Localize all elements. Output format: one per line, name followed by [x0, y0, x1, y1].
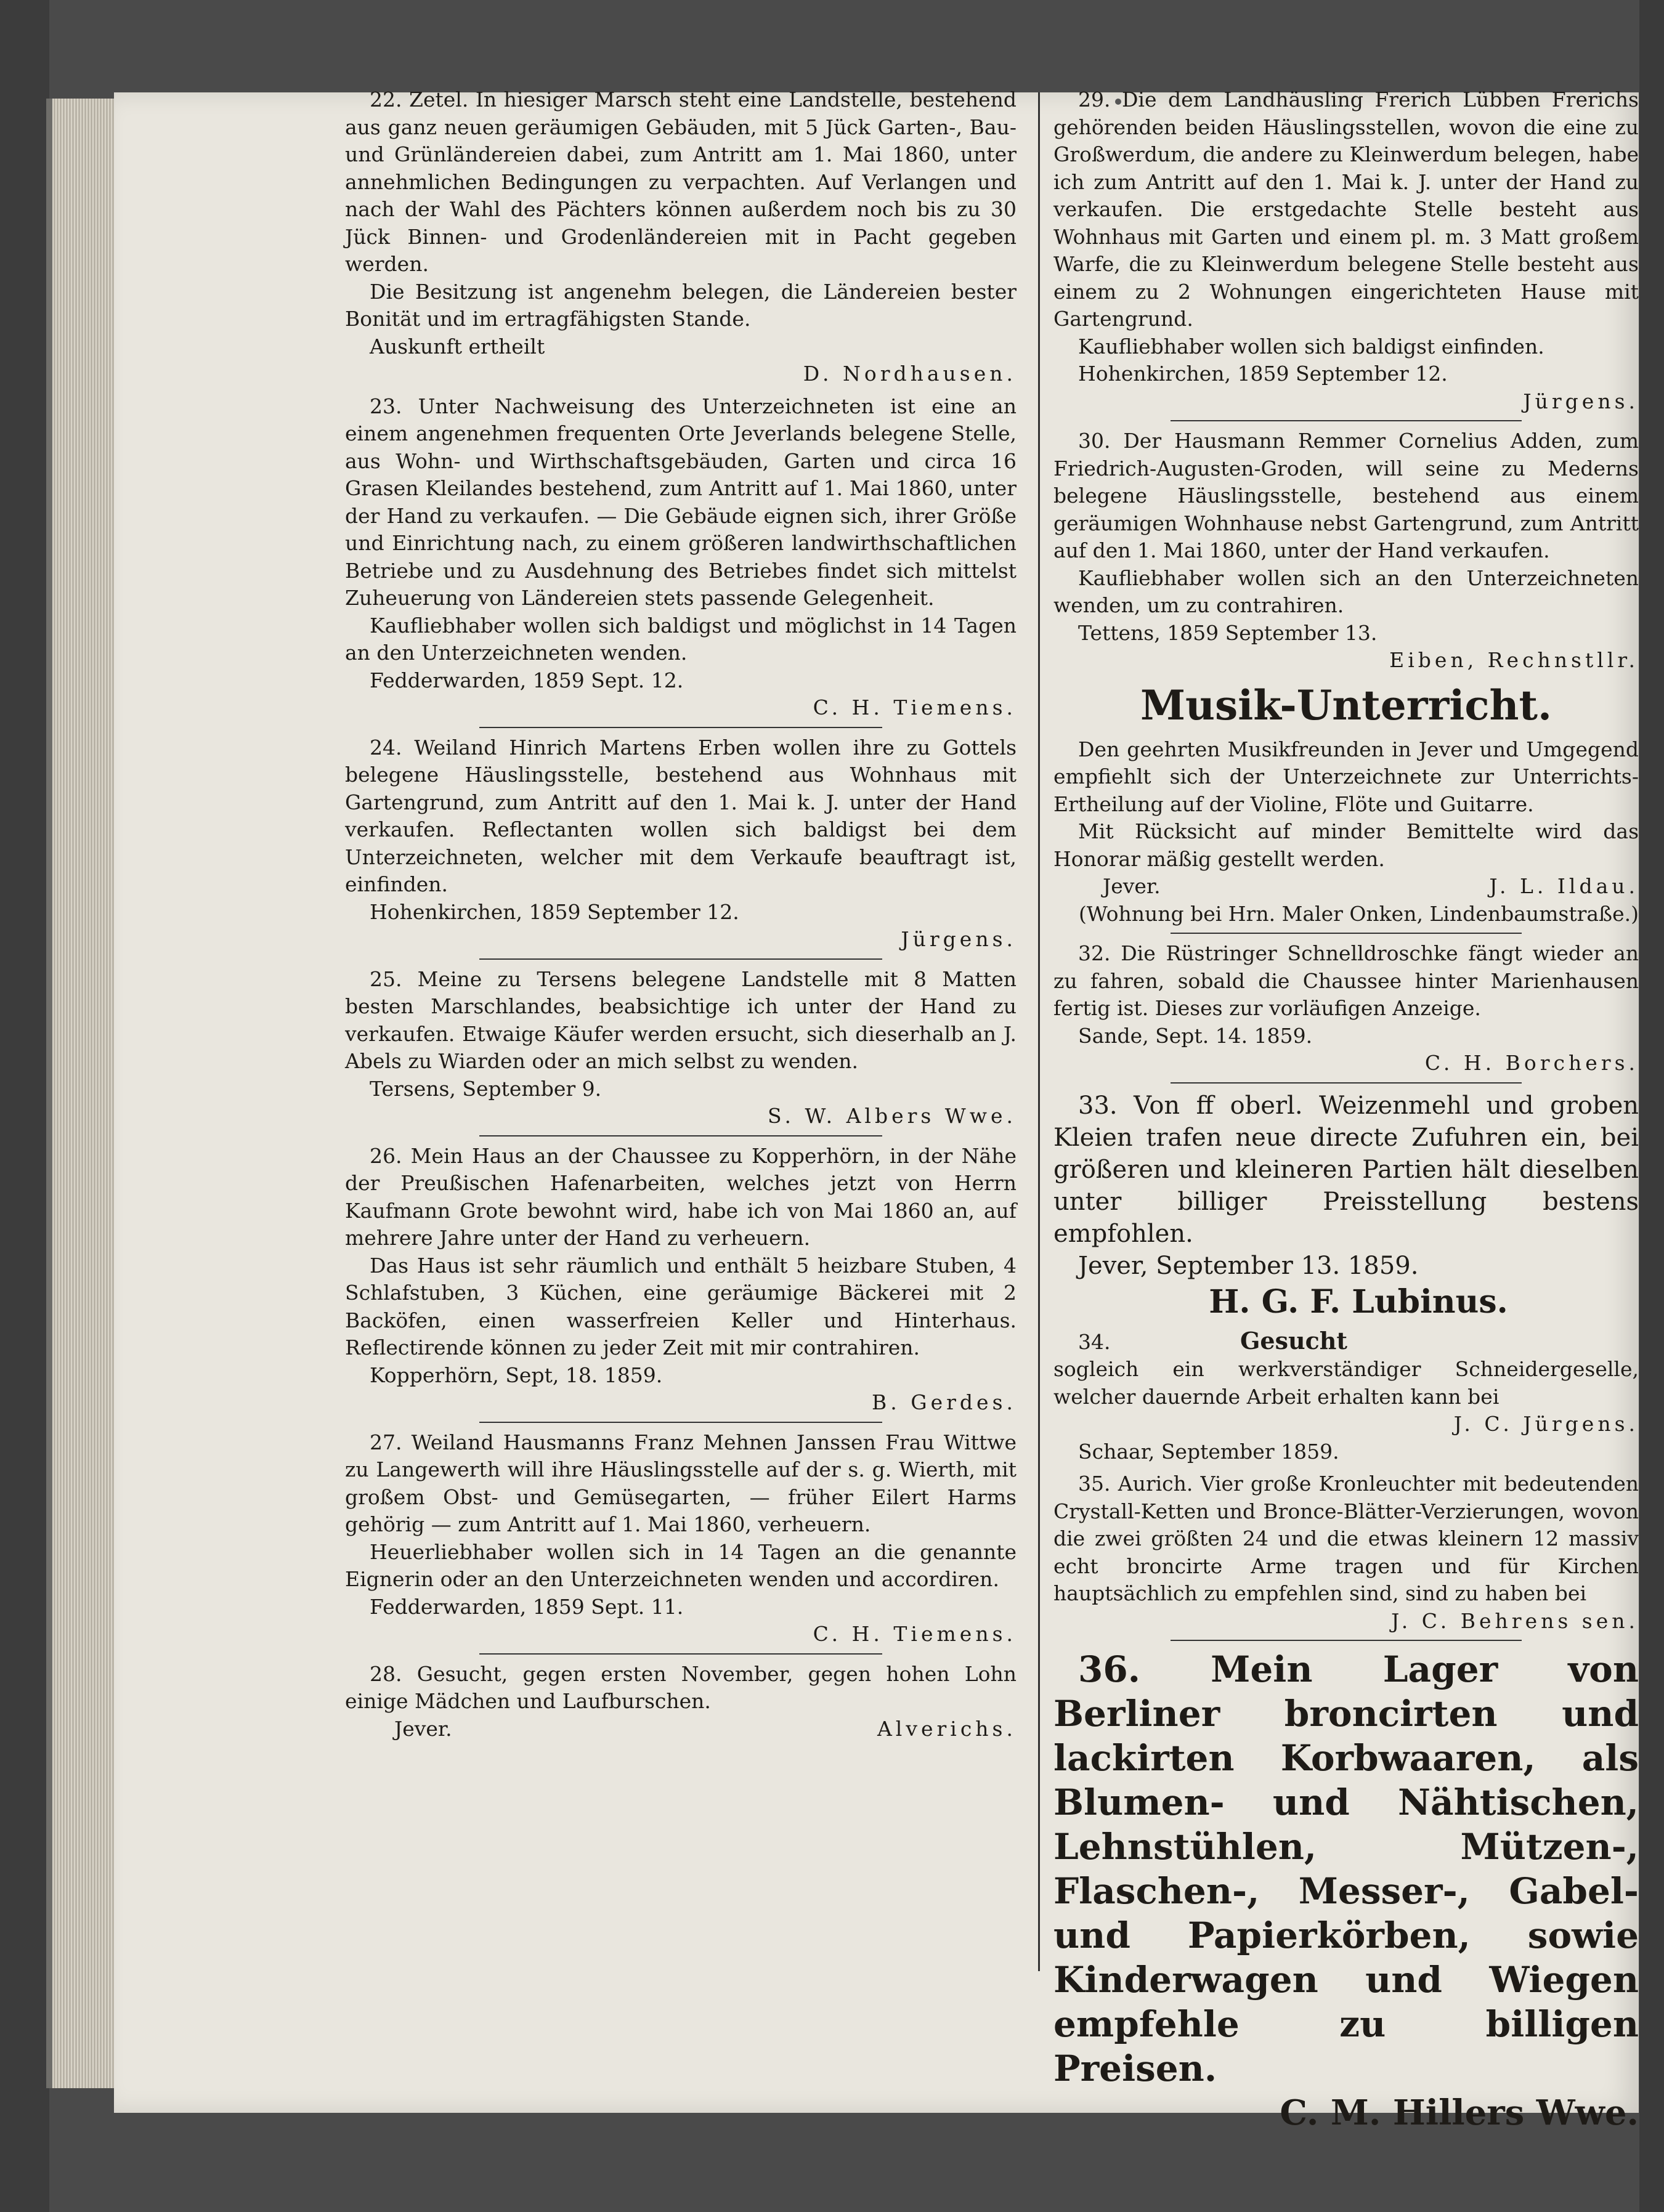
ad-title: Musik-Unterricht.: [1140, 681, 1552, 729]
ad-signature: Eiben, Rechnstllr.: [1389, 648, 1639, 672]
ad-place-date: Tersens, September 9.: [370, 1076, 602, 1101]
ad-separator: [1171, 1640, 1522, 1641]
ad-24: [345, 734, 1017, 954]
ad-place-date: Sande, Sept. 14. 1859.: [1078, 1023, 1313, 1048]
ad-note: (Wohnung bei Hrn. Maler Onken, Lindenbaumstraße.): [1079, 901, 1639, 926]
ad-text: 32. Die Rüstringer Schnelldroschke fängt wieder an zu fahren, sobald die Chaussee hinter Marienhausen fertig ist. Dieses zur vorläufigen Anzeige.: [1053, 941, 1639, 1020]
ad-text: Kaufliebhaber wollen sich baldigst einfinden.: [1078, 334, 1544, 359]
ad-text: Mit Rücksicht auf minder Bemittelte wird das Honorar mäßig gestellt werden.: [1053, 819, 1639, 871]
column-divider: [1038, 92, 1040, 1971]
ad-signature: Jürgens.: [1523, 389, 1639, 413]
ad-text: Kaufliebhaber wollen sich baldigst und möglichst in 14 Tagen an den Unterzeichneten wenden.: [345, 613, 1017, 665]
ad-36: [1053, 1647, 1639, 2135]
ad-text: 36. Mein Lager von Berliner broncirten und lackirten Korbwaaren, als Blumen- und Nähtischen, Lehnstühlen, Mützen-, Flaschen-, Messer-, Gabel- und Papierkörben, sowie Kinderwagen und Wiegen empfehle zu billigen Preisen.: [1053, 1648, 1639, 2089]
ad-separator: [479, 727, 882, 728]
ad-text: Heuerliebhaber wollen sich in 14 Tagen an die genannte Eignerin oder an den Unterzeichneten wenden und accordiren.: [345, 1539, 1017, 1591]
ad-signature: J. L. Ildau.: [1489, 874, 1639, 898]
ad-signature: C. H. Borchers.: [1424, 1051, 1639, 1075]
ad-text: Die Besitzung ist angenehm belegen, die Ländereien bester Bonität und im ertragfähigsten Stande.: [345, 279, 1017, 331]
ad-place-date: Tettens, 1859 September 13.: [1078, 620, 1378, 645]
ad-text: 25. Meine zu Tersens belegene Landstelle mit 8 Matten besten Marschlandes, beabsichtige ich unter der Hand zu verkaufen. Etwaige Käufer werden ersucht, sich dieserhalb an J. Abels zu Wiarden oder an mich selbst zu wenden.: [345, 966, 1017, 1073]
ad-place-date: Schaar, September 1859.: [1078, 1439, 1339, 1464]
ad-place-date: Jever, September 13. 1859.: [1078, 1251, 1419, 1280]
ad-29: [1053, 86, 1639, 415]
ad-33: [1053, 1090, 1639, 1323]
right-column: [1053, 86, 1639, 2140]
ad-separator: [1171, 420, 1522, 421]
ad-signature: S. W. Albers Wwe.: [768, 1104, 1017, 1128]
ad-separator: [479, 1653, 882, 1655]
ad-signature: C. H. Tiemens.: [813, 1622, 1017, 1646]
ad-place-date: Hohenkirchen, 1859 September 12.: [1078, 362, 1448, 386]
ad-32: [1053, 940, 1639, 1077]
ad-signature: B. Gerdes.: [872, 1390, 1017, 1414]
ad-28: [345, 1661, 1017, 1743]
ad-31: [1053, 736, 1639, 928]
ad-text: Das Haus ist sehr räumlich und enthält 5 heizbare Stuben, 4 Schlafstuben, 3 Küchen, eine geräumige Bäckerei mit 2 Backöfen, einen wasserfreien Keller und Hinterhaus. Reflectirende können zu jeder Zeit mit mir contrahiren.: [345, 1253, 1017, 1359]
ad-text: 35. Aurich. Vier große Kronleuchter mit bedeutenden Crystall-Ketten und Bronce-Blätter-Verzierungen, wovon die zwei größten 24 und die etwas kleinern 12 massiv echt broncirte Arme tragen und für Kirchen hauptsächlich zu empfehlen sind, sind zu haben bei: [1053, 1472, 1639, 1605]
ad-footer: [1053, 873, 1639, 901]
ad-text: 26. Mein Haus an der Chaussee zu Kopperhörn, in der Nähe der Preußischen Hafenarbeiten, welches jetzt von Herrn Kaufmann Grote bewohnt wird, habe ich von Mai 1860 an, auf mehrere Jahre unter der Hand zu verheuern.: [345, 1143, 1017, 1250]
ad-signature: J. C. Jürgens.: [1453, 1412, 1639, 1436]
ad-text: 27. Weiland Hausmanns Franz Mehnen Janssen Frau Wittwe zu Langewerth will ihre Häuslingsstelle auf der s. g. Wierth, mit großem Obst- und Gemüsegarten, — früher Eilert Harms gehörig — zum Antritt auf 1. Mai 1860, verheuern.: [345, 1430, 1017, 1536]
ad-text: Den geehrten Musikfreunden in Jever und Umgegend empfiehlt sich der Unterzeichnete zur Unterrichts-Ertheilung auf der Violine, Flöte und Guitarre.: [1053, 737, 1639, 816]
scan-border: [1639, 0, 1664, 2212]
ad-separator: [479, 1422, 882, 1423]
ad-22: [345, 86, 1017, 388]
ad-place-date: Kopperhörn, Sept, 18. 1859.: [370, 1363, 663, 1387]
ad-separator: [1171, 1082, 1522, 1084]
ad-30: [1053, 427, 1639, 675]
ad-signature: Jürgens.: [901, 927, 1017, 951]
ad-signature: D. Nordhausen.: [803, 362, 1017, 386]
ad-text: sogleich ein werkverständiger Schneidergeselle, welcher dauernde Arbeit erhalten kann bei: [1053, 1357, 1639, 1409]
ad-info: Auskunft ertheilt: [370, 334, 545, 359]
ad-place-date: Fedderwarden, 1859 Sept. 11.: [370, 1594, 684, 1619]
ad-separator: [479, 958, 882, 960]
ad-heading: Gesucht: [1240, 1326, 1347, 1355]
ad-place-date: Hohenkirchen, 1859 September 12.: [370, 899, 739, 924]
ad-number: 34.: [1078, 1329, 1111, 1354]
ad-place-date: Fedderwarden, 1859 Sept. 12.: [370, 668, 684, 692]
ad-signature: C. M. Hillers Wwe.: [1280, 2092, 1639, 2133]
ad-text: 24. Weiland Hinrich Martens Erben wollen ihre zu Gottels belegene Häuslingsstelle, bestehend aus Wohnhaus mit Gartengrund, zum Antritt auf den 1. Mai k. J. unter der Hand verkaufen. Reflectanten wollen sich baldigst bei dem Unterzeichneten, welcher mit dem Verkaufe beauftragt ist, einfinden.: [345, 735, 1017, 896]
ad-text: 29. Die dem Landhäusling Frerich Lübben Frerichs gehörenden beiden Häuslingsstellen, wovon die eine zu Großwerdum, die andere zu Kleinwerdum belegen, habe ich zum Antritt auf den 1. Mai k. J. unter der Hand zu verkaufen. Die erstgedachte Stelle besteht aus Wohnhaus mit Garten und einem pl. m. 3 Matt großem Warfe, die zu Kleinwerdum belegene Stelle besteht aus einem zu 2 Wohnungen eingerichteten Hause mit Gartengrund.: [1053, 87, 1639, 331]
ad-text: 28. Gesucht, gegen ersten November, gegen hohen Lohn einige Mädchen und Laufburschen.: [345, 1661, 1017, 1713]
ad-text: 22. Zetel. In hiesiger Marsch steht eine Landstelle, bestehend aus ganz neuen geräumigen Gebäuden, mit 5 Jück Garten-, Bau- und Grünländereien dabei, zum Antritt am 1. Mai 1860, unter annehmlichen Bedingungen zu verpachten. Auf Verlangen und nach der Wahl des Pächters können außerdem noch bis zu 30 Jück Binnen- und Grodenländereien mit in Pacht gegeben werden.: [345, 87, 1017, 276]
ad-separator: [479, 1135, 882, 1136]
left-column: [345, 86, 1017, 1748]
ad-35: [1053, 1470, 1639, 1635]
ad-25: [345, 966, 1017, 1130]
ad-text: 30. Der Hausmann Remmer Cornelius Adden, zum Friedrich-Augusten-Groden, will seine zu Mederns belegene Häuslingsstelle, bestehend aus einem geräumigen Wohnhause nebst Gartengrund, zum Antritt auf den 1. Mai 1860, unter der Hand verkaufen.: [1053, 429, 1639, 562]
ad-23: [345, 393, 1017, 722]
ad-27: [345, 1429, 1017, 1648]
ad-signature: H. G. F. Lubinus.: [1209, 1282, 1508, 1321]
ad-place-date: Jever.: [394, 1716, 452, 1741]
ad-separator: [1171, 933, 1522, 934]
page-stack-edge: [46, 99, 120, 2088]
ad-heading-line: [1053, 1327, 1639, 1356]
ad-text: 33. Von ff oberl. Weizenmehl und groben Kleien trafen neue directe Zufuhren ein, bei größeren und kleineren Partien hält dieselben unter billiger Preisstellung bestens empfohlen.: [1053, 1091, 1639, 1248]
ad-text: Kaufliebhaber wollen sich an den Unterzeichneten wenden, um zu contrahiren.: [1053, 565, 1639, 617]
ad-signature: C. H. Tiemens.: [813, 695, 1017, 719]
ad-signature: Alverichs.: [877, 1716, 1017, 1741]
ad-text: 23. Unter Nachweisung des Unterzeichneten ist eine an einem angenehmen frequenten Orte Jeverlands belegene Stelle, aus Wohn- und Wirthschaftsgebäuden, Garten und circa 16 Grasen Kleilandes bestehend, zum Antritt auf 1. Mai 1860, unter der Hand zu verkaufen. — Die Gebäude eignen sich, ihrer Größe und Einrichtung nach, zu einem größeren landwirthschaftlichen Betriebe und zu Ausdehnung des Betriebes findet sich mittelst Zuheuerung von Ländereien stets passende Gelegenheit.: [345, 394, 1017, 610]
ad-footer: [345, 1716, 1017, 1743]
ad-34: [1053, 1327, 1639, 1466]
ad-place-date: Jever.: [1103, 874, 1161, 898]
book-spine: [0, 0, 49, 2212]
ad-26: [345, 1143, 1017, 1417]
ad-signature: J. C. Behrens sen.: [1391, 1608, 1639, 1633]
